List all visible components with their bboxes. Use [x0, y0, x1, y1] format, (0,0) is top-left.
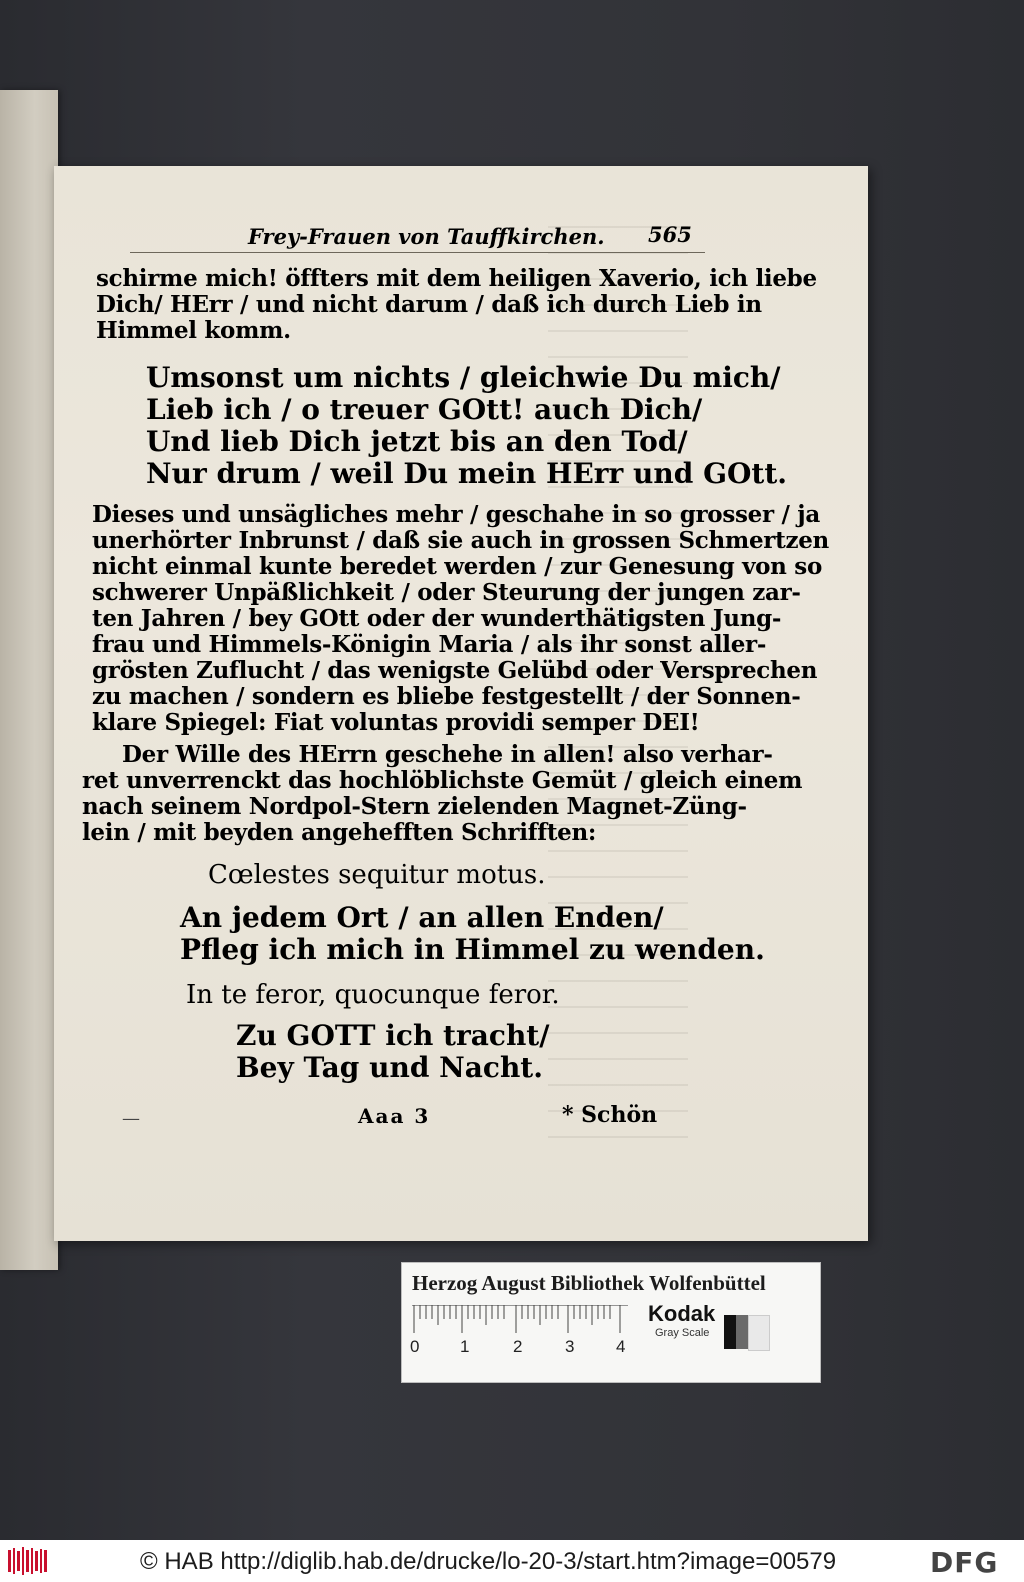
scale-number: 2	[513, 1337, 523, 1356]
text-line: schwerer Unpäßlichkeit / oder Steurung der jungen zar-	[92, 579, 801, 606]
library-label	[401, 1262, 821, 1383]
text-line: frau und Himmels-Königin Maria / als ihr sonst aller-	[92, 631, 767, 658]
verse-line: Umsonst um nichts / gleichwie Du mich/	[146, 361, 781, 394]
text-line: Himmel komm.	[96, 317, 291, 344]
latin-motto: Cœlestes sequitur motus.	[208, 860, 546, 890]
text-line: nach seinem Nordpol-Stern zielenden Magnet-Züng-	[82, 793, 747, 820]
verse-line: Zu GOTT ich tracht/	[236, 1019, 550, 1052]
text-line: klare Spiegel: Fiat voluntas providi semper DEI!	[92, 709, 700, 736]
verse-line: Lieb ich / o treuer GOtt! auch Dich/	[146, 393, 703, 426]
verse-line: Und lieb Dich jetzt bis an den Tod/	[146, 425, 688, 458]
dfg-logo: DFG	[930, 1546, 999, 1579]
latin-motto: In te feror, quocunque feror.	[186, 980, 560, 1010]
running-head: Frey-Frauen von Tauffkirchen.	[248, 224, 605, 249]
text-line: grösten Zuflucht / das wenigste Gelübd oder Versprechen	[92, 657, 818, 684]
gray-swatch-black	[724, 1315, 736, 1349]
scale-number: 0	[410, 1337, 420, 1356]
kodak-subtitle: Gray Scale	[655, 1327, 710, 1339]
text-line: nicht einmal kunte beredet werden / zur Genesung von so	[92, 553, 823, 580]
ruler-scale-icon	[412, 1305, 628, 1335]
scale-number: 1	[460, 1337, 470, 1356]
previous-page-edge	[0, 90, 58, 1270]
gray-swatch-mid	[736, 1315, 748, 1349]
gray-swatch-white	[748, 1315, 770, 1351]
text-line: lein / mit beyden angehefften Schrifften:	[82, 819, 597, 846]
copyright-link[interactable]: © HAB http://diglib.hab.de/drucke/lo-20-3/start.htm?image=00579	[140, 1548, 837, 1575]
verse-line: An jedem Ort / an allen Enden/	[180, 901, 664, 934]
page-number: 565	[648, 222, 692, 247]
footer-bar	[0, 1540, 1024, 1582]
text-line: ret unverrenckt das hochlöblichste Gemüt / gleich einem	[82, 767, 803, 794]
kodak-brand: Kodak	[648, 1301, 716, 1326]
scale-number: 4	[616, 1337, 626, 1356]
verse-line: Pfleg ich mich in Himmel zu wenden.	[180, 933, 765, 966]
text-line: Der Wille des HErrn geschehe in allen! also verhar-	[122, 741, 773, 768]
catchword: * Schön	[562, 1102, 658, 1128]
verse-line: Bey Tag und Nacht.	[236, 1051, 543, 1084]
signature-mark: Aaa 3	[358, 1104, 431, 1128]
text-line: ten Jahren / bey GOtt oder der wunderthätigsten Jung-	[92, 605, 782, 632]
verse-line: Nur drum / weil Du mein HErr und GOtt.	[146, 457, 788, 490]
text-line: zu machen / sondern es bliebe festgestellt / der Sonnen-	[92, 683, 801, 710]
footer-mark: —	[122, 1108, 140, 1129]
text-line: Dich/ HErr / und nicht darum / daß ich durch Lieb in	[96, 291, 762, 318]
label-title: Herzog August Bibliothek Wolfenbüttel	[412, 1271, 766, 1295]
hab-logo-icon	[8, 1546, 48, 1576]
text-line: schirme mich! öffters mit dem heiligen Xaverio, ich liebe	[96, 265, 817, 292]
header-rule	[130, 252, 705, 253]
scale-number: 3	[565, 1337, 575, 1356]
text-line: Dieses und unsägliches mehr / geschahe in so grosser / ja	[92, 501, 820, 528]
text-line: unerhörter Inbrunst / daß sie auch in grossen Schmertzen	[92, 527, 829, 554]
